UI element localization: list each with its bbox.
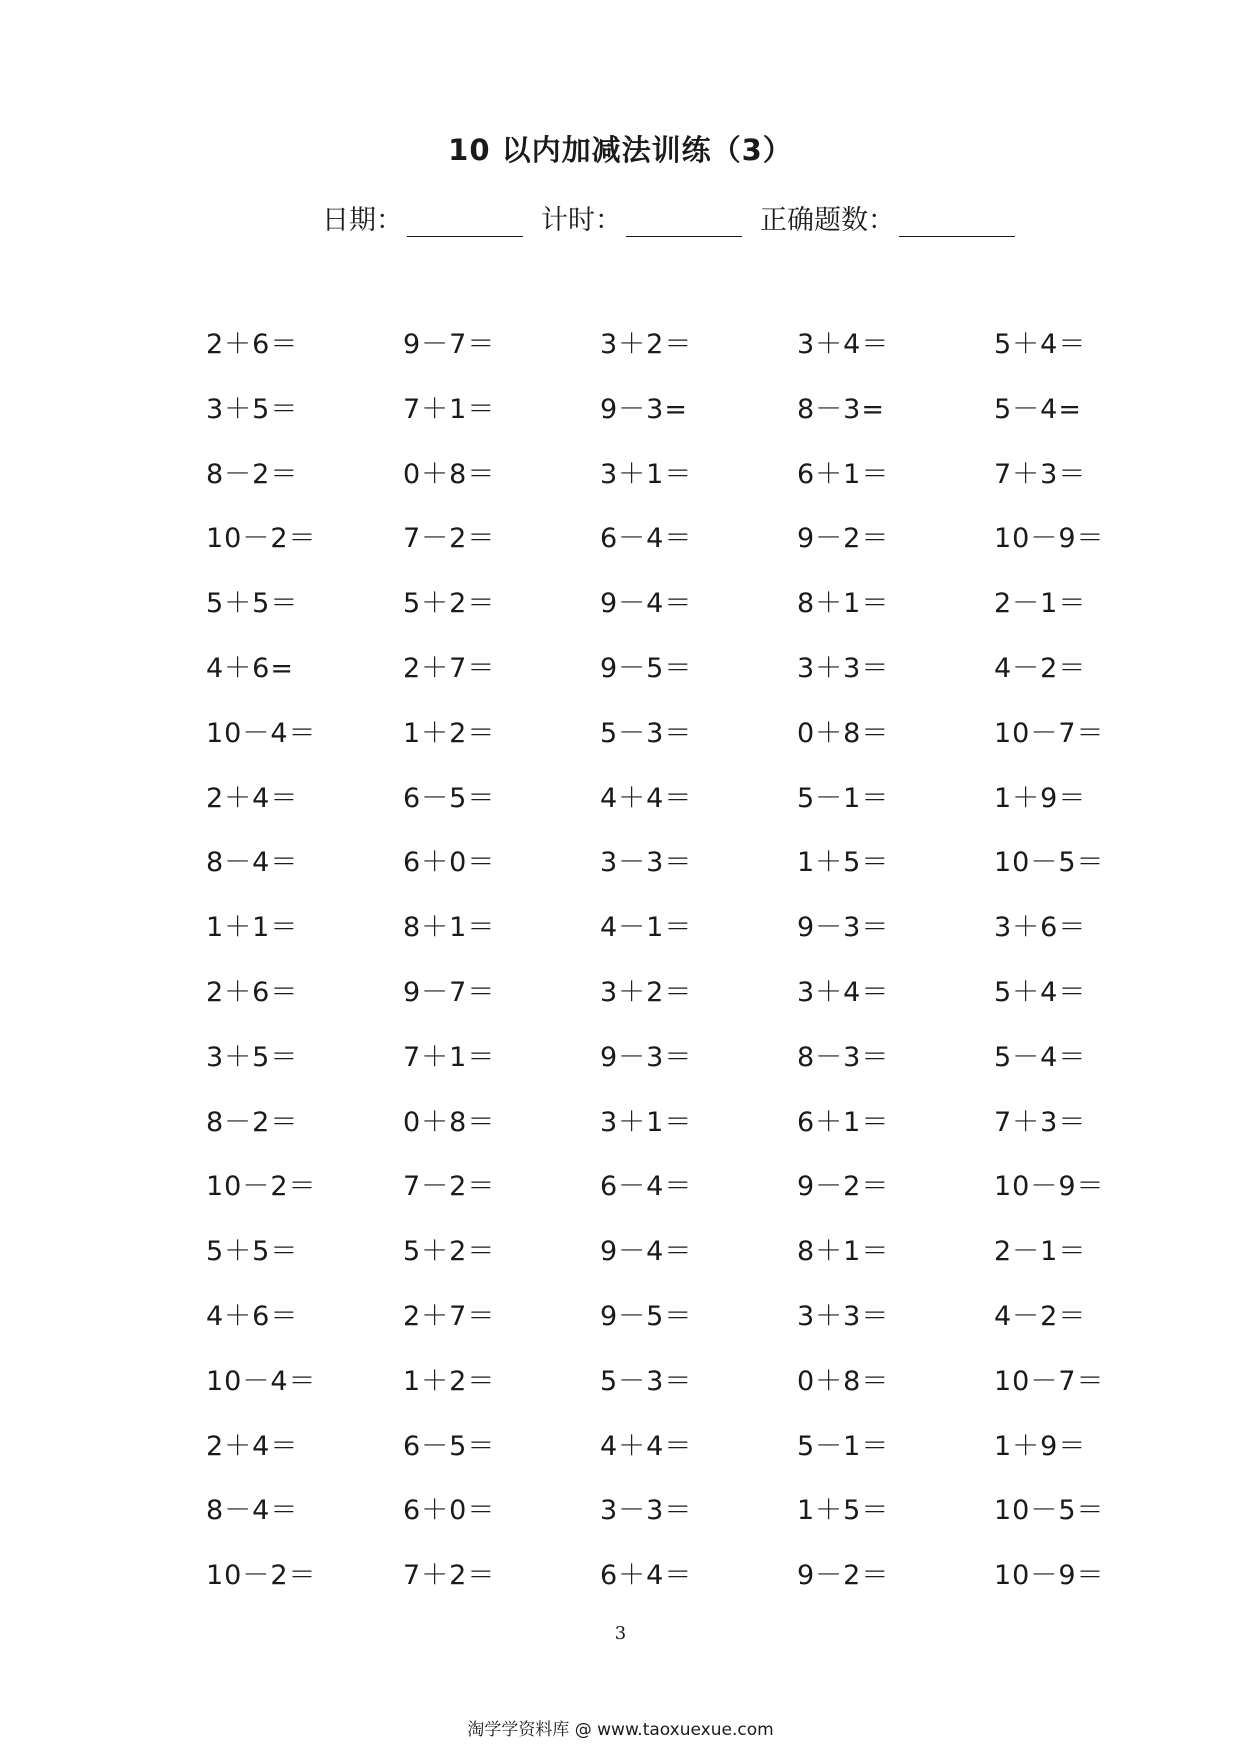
problem-item: 8＋1＝ xyxy=(403,912,496,944)
problem-item: 1＋5＝ xyxy=(797,1495,890,1527)
timer-field xyxy=(541,198,742,237)
problem-item: 0＋8＝ xyxy=(797,1365,890,1397)
timer-label: 计时： xyxy=(541,205,622,236)
problem-item: 7－2＝ xyxy=(403,523,496,555)
problem-item: 10－9＝ xyxy=(994,523,1105,555)
problem-item: 3－3＝ xyxy=(600,1495,693,1527)
problem-item: 9－2＝ xyxy=(797,1171,890,1203)
worksheet-info-row xyxy=(322,198,1015,237)
problem-item: 1＋2＝ xyxy=(403,1365,496,1397)
problem-item: 5－4= xyxy=(994,393,1082,425)
date-field xyxy=(322,198,523,237)
problem-item: 9－3＝ xyxy=(797,912,890,944)
problem-item: 9－2＝ xyxy=(797,523,890,555)
problem-item: 6＋1＝ xyxy=(797,1106,890,1138)
footer-watermark: 淘学学资料库 @ www.taoxuexue.com xyxy=(467,1720,774,1740)
problem-item: 3＋4＝ xyxy=(797,976,890,1008)
problem-item: 10－7＝ xyxy=(994,717,1105,749)
problem-item: 10－5＝ xyxy=(994,847,1105,879)
problem-item: 2＋4＝ xyxy=(206,1430,299,1462)
problem-item: 6－5＝ xyxy=(403,782,496,814)
problem-item: 1＋9＝ xyxy=(994,1430,1087,1462)
worksheet-title: 10 以内加减法训练（3） xyxy=(448,133,793,167)
problem-item: 9－5＝ xyxy=(600,652,693,684)
problem-item: 6－4＝ xyxy=(600,523,693,555)
problem-item: 10－7＝ xyxy=(994,1365,1105,1397)
problem-item: 5－3＝ xyxy=(600,1365,693,1397)
problem-item: 4－2＝ xyxy=(994,1300,1087,1332)
problem-item: 10－2＝ xyxy=(206,1560,317,1592)
problem-item: 1＋2＝ xyxy=(403,717,496,749)
problem-item: 5－4＝ xyxy=(994,1041,1087,1073)
problem-item: 8－3= xyxy=(797,393,885,425)
problem-item: 7＋2＝ xyxy=(403,1560,496,1592)
problem-item: 8－2＝ xyxy=(206,458,299,490)
problem-item: 3＋6＝ xyxy=(994,912,1087,944)
problem-item: 1＋9＝ xyxy=(994,782,1087,814)
problem-item: 3＋1＝ xyxy=(600,1106,693,1138)
problem-item: 9－3= xyxy=(600,393,688,425)
problem-item: 10－4＝ xyxy=(206,717,317,749)
problem-item: 7＋3＝ xyxy=(994,1106,1087,1138)
problem-item: 10－9＝ xyxy=(994,1171,1105,1203)
problem-item: 1＋5＝ xyxy=(797,847,890,879)
problem-item: 6＋1＝ xyxy=(797,458,890,490)
problem-item: 9－4＝ xyxy=(600,588,693,620)
date-blank-line xyxy=(407,214,523,237)
problem-item: 0＋8＝ xyxy=(403,1106,496,1138)
problem-item: 0＋8＝ xyxy=(797,717,890,749)
problem-item: 9－7＝ xyxy=(403,329,496,360)
problem-item: 4＋6= xyxy=(206,652,294,684)
problem-item: 2＋6＝ xyxy=(206,329,299,360)
problem-item: 3＋5＝ xyxy=(206,393,299,425)
problem-item: 6＋4＝ xyxy=(600,1560,693,1592)
problem-item: 9－5＝ xyxy=(600,1300,693,1332)
timer-blank-line xyxy=(626,214,742,237)
problem-item: 9－7＝ xyxy=(403,976,496,1008)
problem-item: 5＋4＝ xyxy=(994,976,1087,1008)
problem-item: 2＋7＝ xyxy=(403,1300,496,1332)
problem-item: 4－1＝ xyxy=(600,912,693,944)
problem-item: 6＋0＝ xyxy=(403,847,496,879)
problem-item: 3＋2＝ xyxy=(600,976,693,1008)
problem-grid xyxy=(206,325,1191,1621)
problem-item: 10－2＝ xyxy=(206,1171,317,1203)
problem-item: 5＋4＝ xyxy=(994,329,1087,360)
problem-item: 2－1＝ xyxy=(994,1236,1087,1268)
problem-item: 5－3＝ xyxy=(600,717,693,749)
problem-item: 4＋4＝ xyxy=(600,1430,693,1462)
problem-item: 5－1＝ xyxy=(797,1430,890,1462)
problem-item: 8－2＝ xyxy=(206,1106,299,1138)
problem-item: 9－2＝ xyxy=(797,1560,890,1592)
problem-item: 0＋8＝ xyxy=(403,458,496,490)
problem-item: 10－4＝ xyxy=(206,1365,317,1397)
problem-item: 2＋7＝ xyxy=(403,652,496,684)
problem-item: 8－3＝ xyxy=(797,1041,890,1073)
problem-item: 8＋1＝ xyxy=(797,588,890,620)
problem-item: 10－2＝ xyxy=(206,523,317,555)
problem-item: 2＋6＝ xyxy=(206,976,299,1008)
problem-item: 6＋0＝ xyxy=(403,1495,496,1527)
problem-item: 2－1＝ xyxy=(994,588,1087,620)
problem-item: 3＋1＝ xyxy=(600,458,693,490)
problem-item: 3＋4＝ xyxy=(797,329,890,360)
problem-item: 5＋5＝ xyxy=(206,1236,299,1268)
problem-item: 5－1＝ xyxy=(797,782,890,814)
correct-count-blank-line xyxy=(899,214,1015,237)
problem-item: 10－5＝ xyxy=(994,1495,1105,1527)
problem-item: 8＋1＝ xyxy=(797,1236,890,1268)
problem-item: 4＋4＝ xyxy=(600,782,693,814)
problem-item: 3＋2＝ xyxy=(600,329,693,360)
problem-item: 7＋1＝ xyxy=(403,393,496,425)
problem-item: 6－5＝ xyxy=(403,1430,496,1462)
problem-item: 4－2＝ xyxy=(994,652,1087,684)
problem-item: 5＋5＝ xyxy=(206,588,299,620)
problem-item: 5＋2＝ xyxy=(403,1236,496,1268)
problem-item: 3－3＝ xyxy=(600,847,693,879)
page-number: 3 xyxy=(614,1623,627,1644)
problem-item: 8－4＝ xyxy=(206,847,299,879)
problem-item: 6－4＝ xyxy=(600,1171,693,1203)
correct-count-label: 正确题数： xyxy=(760,205,895,236)
problem-item: 3＋5＝ xyxy=(206,1041,299,1073)
date-label: 日期： xyxy=(322,205,403,236)
problem-item: 10－9＝ xyxy=(994,1560,1105,1592)
problem-item: 1＋1＝ xyxy=(206,912,299,944)
problem-item: 2＋4＝ xyxy=(206,782,299,814)
problem-item: 4＋6＝ xyxy=(206,1300,299,1332)
problem-item: 9－3＝ xyxy=(600,1041,693,1073)
correct-count-field xyxy=(760,198,1015,237)
problem-item: 7－2＝ xyxy=(403,1171,496,1203)
problem-item: 3＋3＝ xyxy=(797,1300,890,1332)
problem-item: 7＋3＝ xyxy=(994,458,1087,490)
problem-item: 7＋1＝ xyxy=(403,1041,496,1073)
problem-item: 8－4＝ xyxy=(206,1495,299,1527)
problem-item: 9－4＝ xyxy=(600,1236,693,1268)
problem-item: 3＋3＝ xyxy=(797,652,890,684)
problem-item: 5＋2＝ xyxy=(403,588,496,620)
